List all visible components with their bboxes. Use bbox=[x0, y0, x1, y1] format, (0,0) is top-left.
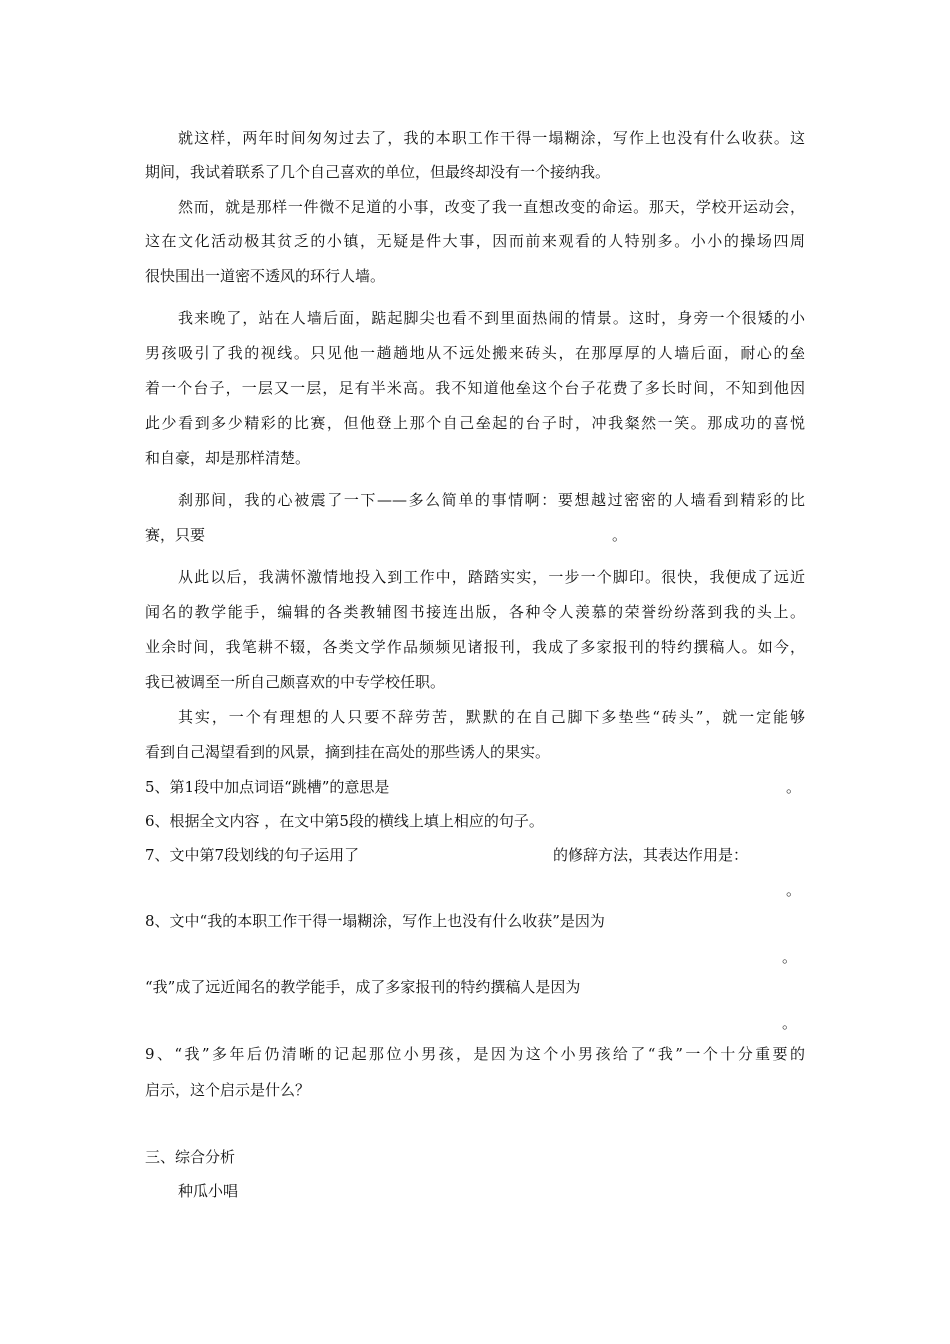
question-9-line-1: 9、“我”多年后仍清晰的记起那位小男孩，是因为这个小男孩给了“我”一个十分重要的 bbox=[145, 1045, 805, 1063]
paragraph-4-line-1: 刹那间，我的心被震了一下——多么简单的事情啊：要想越过密密的人墙看到精彩的比 bbox=[178, 491, 805, 509]
paragraph-5-line-2: 闻名的教学能手，编辑的各类教辅图书接连出版，各种令人羡慕的荣誉纷纷落到我的头上。 bbox=[145, 603, 805, 621]
question-8-end: 。 bbox=[782, 948, 798, 966]
paragraph-5-line-4: 我已被调至一所自己颇喜欢的中专学校任职。 bbox=[145, 673, 446, 691]
question-8: 8、文中“我的本职工作干得一塌糊涂，写作上也没有什么收获”是因为 bbox=[145, 912, 605, 930]
section-title: 种瓜小唱 bbox=[178, 1182, 239, 1200]
question-8-part-2-end: 。 bbox=[782, 1014, 798, 1032]
paragraph-1-line-2: 期间，我试着联系了几个自己喜欢的单位，但最终却没有一个接纳我。 bbox=[145, 163, 611, 181]
question-8-part-2: “我”成了远近闻名的教学能手，成了多家报刊的特约撰稿人是因为 bbox=[145, 978, 581, 996]
paragraph-2-line-2: 这在文化活动极其贫乏的小镇，无疑是件大事，因而前来观看的人特别多。小小的操场四周 bbox=[145, 232, 805, 250]
paragraph-6-line-1: 其实，一个有理想的人只要不辞劳苦，默默的在自己脚下多垫些“砖头”，就一定能够 bbox=[178, 708, 805, 726]
paragraph-3-line-5: 和自豪，却是那样清楚。 bbox=[145, 449, 311, 467]
question-5: 5、第1段中加点词语“跳槽”的意思是 bbox=[145, 778, 390, 796]
question-5-end: 。 bbox=[786, 778, 802, 796]
paragraph-6-line-2: 看到自己渴望看到的风景，摘到挂在高处的那些诱人的果实。 bbox=[145, 743, 551, 761]
question-6: 6、根据全文内容 ，在文中第5段的横线上填上相应的句子。 bbox=[145, 812, 544, 830]
section-heading: 三、综合分析 bbox=[145, 1148, 236, 1166]
paragraph-3-line-2: 男孩吸引了我的视线。只见他一趟趟地从不远处搬来砖头，在那厚厚的人墙后面，耐心的垒 bbox=[145, 344, 805, 362]
paragraph-2-line-1: 然而，就是那样一件微不足道的小事，改变了我一直想改变的命运。那天，学校开运动会， bbox=[178, 198, 805, 216]
question-7: 7、文中第7段划线的句子运用了 bbox=[145, 846, 360, 864]
paragraph-5-line-1: 从此以后，我满怀激情地投入到工作中，踏踏实实，一步一个脚印。很快，我便成了远近 bbox=[178, 568, 805, 586]
paragraph-3-line-4: 此少看到多少精彩的比赛，但他登上那个自己垒起的台子时，冲我粲然一笑。那成功的喜悦 bbox=[145, 414, 805, 432]
question-7-end: 。 bbox=[786, 881, 802, 899]
question-7-mid: 的修辞方法，其表达作用是： bbox=[553, 846, 749, 864]
paragraph-1-line-1: 就这样，两年时间匆匆过去了，我的本职工作干得一塌糊涂，写作上也没有什么收获。这 bbox=[178, 129, 805, 147]
question-9-line-2: 启示，这个启示是什么？ bbox=[145, 1081, 311, 1099]
paragraph-3-line-1: 我来晚了，站在人墙后面，踮起脚尖也看不到里面热闹的情景。这时，身旁一个很矮的小 bbox=[178, 309, 805, 327]
paragraph-4-line-2: 赛，只要 bbox=[145, 526, 206, 544]
paragraph-3-line-3: 着一个台子，一层又一层，足有半米高。我不知道他垒这个台子花费了多长时间，不知到他因 bbox=[145, 379, 805, 397]
paragraph-4-blank-end: 。 bbox=[612, 526, 628, 544]
paragraph-5-line-3: 业余时间，我笔耕不辍，各类文学作品频频见诸报刊，我成了多家报刊的特约撰稿人。如今， bbox=[145, 638, 805, 656]
paragraph-2-line-3: 很快围出一道密不透风的环行人墙。 bbox=[145, 267, 386, 285]
